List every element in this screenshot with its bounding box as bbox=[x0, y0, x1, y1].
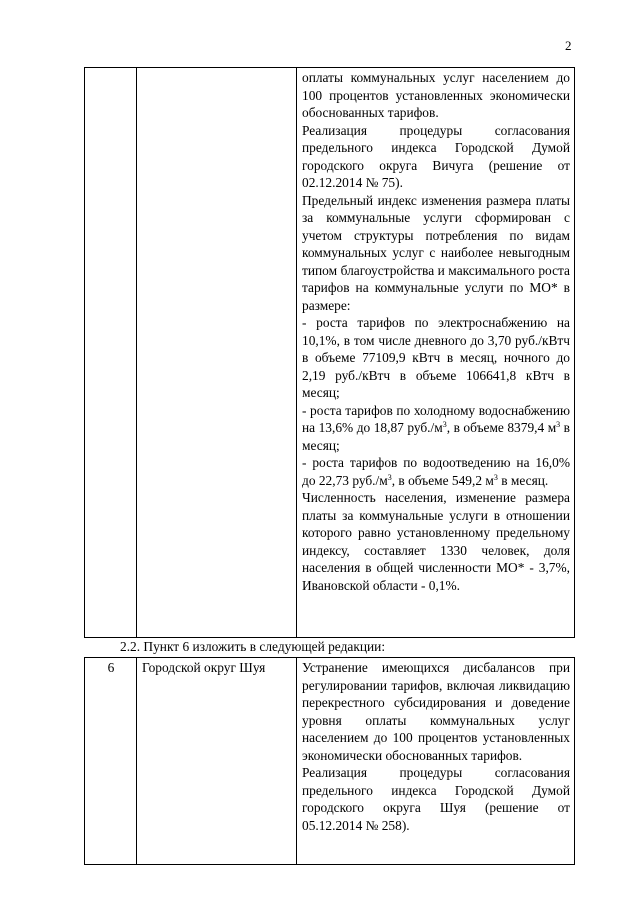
paragraph: Реализация процедуры согласования предельного индекса Городской Думой городского округа Вичуга (решение от 02.12.2014 № 75). bbox=[302, 122, 570, 190]
table-row bbox=[85, 68, 575, 638]
paragraph: Численность населения, изменение размера платы за коммунальные услуги в отношении которого равно установленному предельному индексу, составляет 1330 человек, доля населения в общей численности МО* - 3,7%, Ивановской области - 0,1%. bbox=[302, 490, 570, 593]
text-fragment: - роста тарифов по холодному водоснабжению на 13,6% до 18,87 руб./м bbox=[302, 402, 570, 435]
text-fragment: в месяц. bbox=[497, 472, 549, 488]
text-fragment: , в объеме 549,2 м bbox=[391, 472, 494, 488]
measures-cell bbox=[297, 68, 575, 638]
superscript: 3 bbox=[442, 420, 447, 429]
paragraph: Устранение имеющихся дисбалансов при регулировании тарифов, включая ликвидацию перекрестного субсидирования и доведение уровня оплаты коммунальных услуг населением до 100 процентов установленных экономически обоснованных тарифов. bbox=[302, 660, 570, 763]
table-row bbox=[85, 658, 575, 865]
paragraph: оплаты коммунальных услуг населением до 100 процентов установленных экономически обоснованных тарифов. bbox=[302, 70, 570, 120]
text-fragment: в месяц; bbox=[302, 420, 570, 453]
row-number-cell: 6 bbox=[85, 658, 137, 865]
paragraph: Реализация процедуры согласования предельного индекса Городской Думой городского округа Шуя (решение от 05.12.2014 № 258). bbox=[302, 765, 570, 833]
row-number-cell bbox=[85, 68, 137, 638]
paragraph bbox=[302, 454, 570, 489]
paragraph: Предельный индекс изменения размера платы за коммунальные услуги сформирован с учетом структуры потребления по видам коммунальных услуг с наиболее невыгодным типом благоустройства и максимального роста тарифов на коммунальные услуги по МО* в размере: bbox=[302, 192, 570, 313]
superscript: 3 bbox=[493, 472, 498, 482]
superscript: 3 bbox=[556, 420, 561, 429]
tariff-table-continued bbox=[84, 67, 575, 638]
section-heading: 2.2. Пункт 6 изложить в следующей редакции: bbox=[120, 639, 386, 654]
municipality-cell bbox=[137, 68, 297, 638]
text-fragment: - роста тарифов по водоотведению на 16,0% до 22,73 руб./м bbox=[302, 455, 570, 488]
tariff-table-item-6 bbox=[84, 657, 575, 865]
text-fragment: , в объеме 8379,4 м bbox=[446, 420, 557, 435]
paragraph bbox=[302, 402, 570, 455]
municipality-cell: Городской округ Шуя bbox=[137, 658, 297, 865]
measures-cell bbox=[297, 658, 575, 865]
paragraph: - роста тарифов по электроснабжению на 10,1%, в том числе дневного до 3,70 руб./кВтч в объеме 77109,9 кВтч в месяц, ночного до 2,19 руб./кВтч в объеме 106641,8 кВтч в месяц; bbox=[302, 315, 570, 400]
page-number: 2 bbox=[565, 38, 572, 53]
superscript: 3 bbox=[387, 472, 392, 482]
